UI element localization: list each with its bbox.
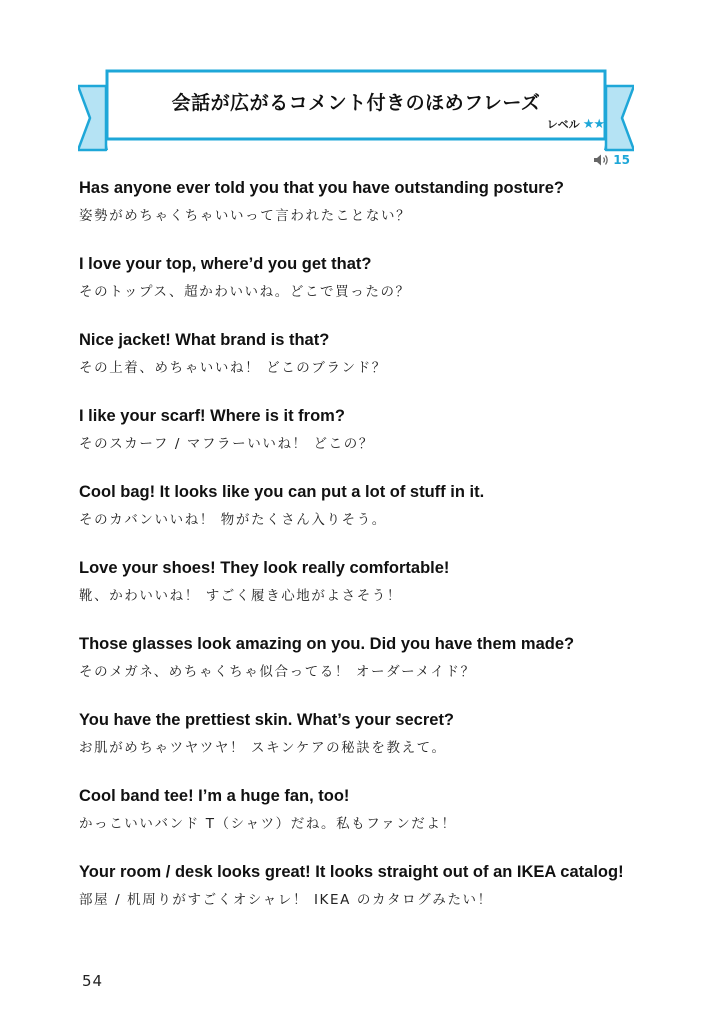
track-number: 15: [613, 153, 630, 167]
phrase-item: [79, 330, 679, 406]
phrase-japanese: かっこいいバンド T（シャツ）だね。私もファンだよ！: [79, 816, 457, 832]
phrase-item: [79, 178, 679, 254]
phrase-english: Nice jacket! What brand is that?: [79, 331, 330, 349]
phrase-english: Your room / desk looks great! It looks straight out of an IKEA catalog!: [79, 863, 624, 881]
phrase-japanese: そのスカーフ / マフラーいいね！ どこの？: [79, 436, 374, 452]
page-title: 会話が広がるコメント付きのほめフレーズ: [171, 92, 541, 114]
phrase-english: Those glasses look amazing on you. Did you have them made?: [79, 635, 575, 653]
phrase-japanese: 姿勢がめちゃくちゃいいって言われたことない？: [79, 208, 412, 224]
phrase-item: [79, 786, 679, 862]
phrase-english: Cool bag! It looks like you can put a lot of stuff in it.: [79, 483, 485, 501]
phrase-english: You have the prettiest skin. What’s your secret?: [79, 711, 455, 729]
phrase-english: Has anyone ever told you that you have outstanding posture?: [79, 179, 564, 197]
phrase-japanese: 靴、かわいいね！ すごく履き心地がよさそう！: [79, 588, 402, 604]
audio-track[interactable]: [593, 153, 630, 167]
phrase-english: I like your scarf! Where is it from?: [79, 407, 345, 425]
phrase-english: I love your top, where’d you get that?: [79, 255, 372, 273]
phrase-japanese: そのカバンいいね！ 物がたくさん入りそう。: [79, 512, 387, 528]
phrase-japanese: その上着、めちゃいいね！ どこのブランド？: [79, 360, 387, 376]
phrase-japanese: そのメガネ、めちゃくちゃ似合ってる！ オーダーメイド？: [79, 664, 476, 680]
phrase-english: Love your shoes! They look really comfortable!: [79, 559, 450, 577]
phrase-japanese: 部屋 / 机周りがすごくオシャレ！ IKEA のカタログみたい！: [79, 892, 493, 908]
phrase-english: Cool band tee! I’m a huge fan, too!: [79, 787, 350, 805]
page-number: 54: [82, 972, 104, 990]
phrase-item: [79, 482, 679, 558]
phrase-item: [79, 710, 679, 786]
level-stars: ★★: [582, 117, 604, 132]
phrase-item: [79, 634, 679, 710]
level-indicator: [547, 116, 604, 132]
phrase-item: [79, 254, 679, 330]
level-label: レベル: [546, 118, 580, 131]
phrase-list: [79, 178, 679, 938]
speaker-icon: [593, 153, 611, 167]
phrase-japanese: お肌がめちゃツヤツヤ！ スキンケアの秘訣を教えて。: [79, 740, 447, 756]
phrase-japanese: そのトップス、超かわいいね。どこで買ったの？: [79, 284, 411, 300]
title-banner: [78, 68, 634, 152]
phrase-item: [79, 558, 679, 634]
phrase-item: [79, 862, 679, 938]
phrase-item: [79, 406, 679, 482]
